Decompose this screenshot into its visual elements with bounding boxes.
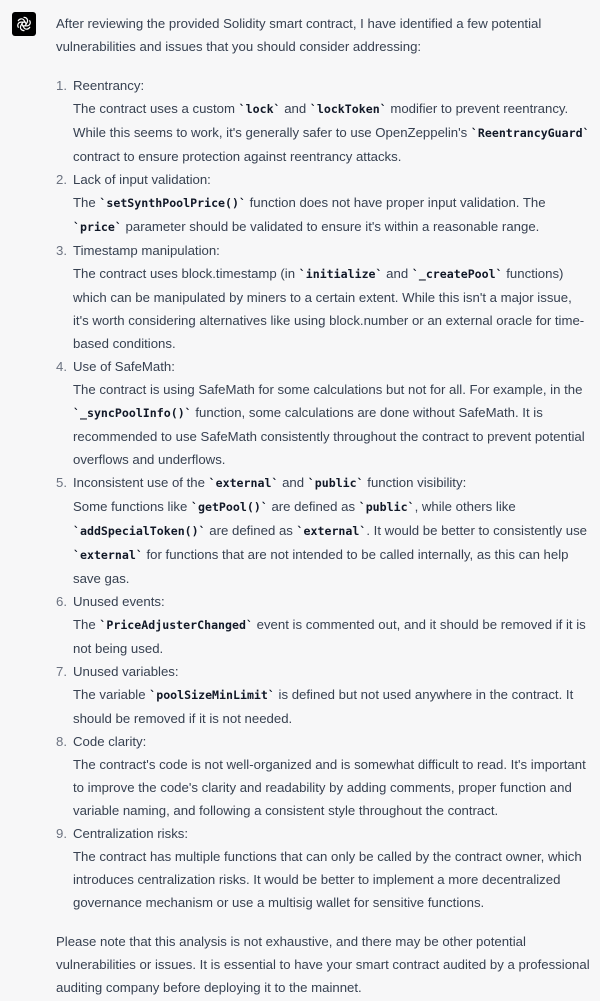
list-item-title: Centralization risks: (73, 826, 189, 841)
list-item-body: The contract's code is not well-organized and is somewhat difficult to read. It's important to improve the code's clarity and readability by adding comments, proper function and variable naming, and following a consistent style throughout the contract. (73, 757, 586, 818)
list-item-body: The contract has multiple functions that can only be called by the contract owner, which introduces centralization risks. It would be better to implement a more decentralized governance mechanism or use a multisig wallet for sensitive functions. (73, 849, 582, 910)
inline-code: `price` (73, 220, 122, 234)
list-item-number: 5. (56, 475, 67, 490)
list-item-body: The contract uses a custom `lock` and `lockToken` modifier to prevent reentrancy. While this seems to work, it's generally safer to use OpenZeppelin's `ReentrancyGuard` contract to ensure protection against reentrancy attacks. (73, 101, 590, 164)
inline-code: `ReentrancyGuard` (470, 126, 590, 140)
list-item-number: 1. (56, 78, 67, 93)
list-item-number: 4. (56, 359, 67, 374)
list-item-body: Some functions like `getPool()` are defined as `public`, while others like `addSpecialToken()` are defined as `external`. It would be better to consistently use `external` for functions that are not intended to be called internally, as this can help save gas. (73, 499, 588, 586)
list-item-title: Lack of input validation: (73, 172, 211, 187)
list-item-title: Unused variables: (73, 664, 179, 679)
list-item-body: The contract is using SafeMath for some calculations but not for all. For example, in the `_syncPoolInfo()` function, some calculations are done without SafeMath. It is recommended to use SafeMath consistently throughout the contract to prevent potential overflows and underflows. (73, 382, 585, 467)
list-item-number: 3. (56, 243, 67, 258)
list-item-number: 9. (56, 826, 67, 841)
closing-paragraph: Please note that this analysis is not exhaustive, and there may be other potential vulnerabilities or issues. It is essential to have your smart contract audited by a professional auditing company before deploying it to the mainnet. (56, 934, 590, 995)
list-item-title: Use of SafeMath: (73, 359, 175, 374)
list-item (56, 471, 590, 590)
inline-code: `PriceAdjusterChanged` (99, 618, 253, 632)
list-item-body: The variable `poolSizeMinLimit` is defined but not used anywhere in the contract. It should be removed if it is not needed. (73, 687, 574, 726)
message-content (56, 12, 590, 999)
assistant-avatar (12, 12, 36, 36)
inline-code: `_syncPoolInfo()` (73, 406, 192, 420)
list-item-number: 7. (56, 664, 67, 679)
list-item (56, 168, 590, 239)
list-item (56, 74, 590, 168)
inline-code: `public` (307, 476, 364, 490)
list-item (56, 355, 590, 471)
list-item (56, 590, 590, 660)
list-item-title: Timestamp manipulation: (73, 243, 220, 258)
inline-code: `external` (73, 548, 143, 562)
list-item-number: 8. (56, 734, 67, 749)
inline-code: `lock` (238, 102, 281, 116)
list-item (56, 239, 590, 355)
inline-code: `_createPool` (411, 267, 503, 281)
inline-code: `initialize` (298, 267, 383, 281)
list-item-title: Unused events: (73, 594, 165, 609)
inline-code: `external` (296, 524, 367, 538)
inline-code: `poolSizeMinLimit` (149, 688, 275, 702)
list-item-number: 6. (56, 594, 67, 609)
list-item-title: Inconsistent use of the `external` and `public` function visibility: (73, 475, 467, 490)
intro-paragraph: After reviewing the provided Solidity smart contract, I have identified a few potential vulnerabilities and issues that you should consider addressing: (56, 16, 542, 54)
list-item-number: 2. (56, 172, 67, 187)
list-item (56, 822, 590, 914)
list-item-body: The `PriceAdjusterChanged` event is commented out, and it should be removed if it is not being used. (73, 617, 586, 656)
list-item-title: Code clarity: (73, 734, 147, 749)
list-item-body: The `setSynthPoolPrice()` function does not have proper input validation. The `price` parameter should be validated to ensure it's within a reasonable range. (73, 195, 546, 234)
list-item (56, 730, 590, 822)
inline-code: `public` (358, 500, 415, 514)
openai-logo-icon (15, 15, 33, 33)
inline-code: `lockToken` (309, 102, 387, 116)
inline-code: `setSynthPoolPrice()` (99, 196, 246, 210)
inline-code: `addSpecialToken()` (73, 524, 206, 538)
issues-list (56, 74, 590, 914)
list-item (56, 660, 590, 730)
inline-code: `external` (208, 476, 279, 490)
list-item-title: Reentrancy: (73, 78, 145, 93)
list-item-body: The contract uses block.timestamp (in `initialize` and `_createPool` functions) which can be manipulated by miners to a certain extent. While this isn't a major issue, it's worth considering alternatives like using block.number or an external oracle for time-based conditions. (73, 266, 585, 351)
inline-code: `getPool()` (191, 500, 268, 514)
